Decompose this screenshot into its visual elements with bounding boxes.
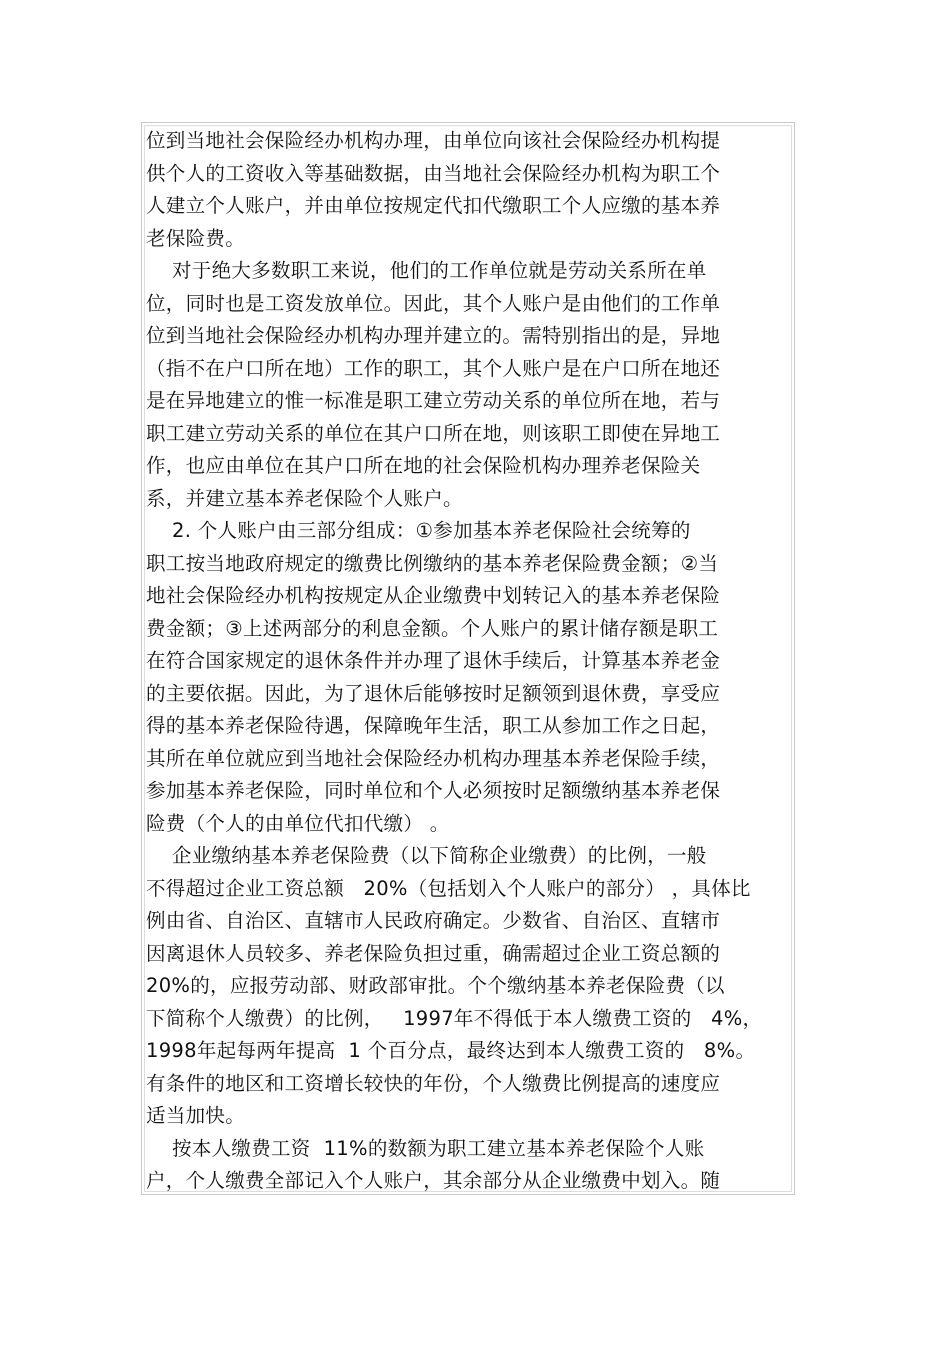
- text-line: 是在异地建立的惟一标准是职工建立劳动关系的单位所在地，若与: [146, 389, 721, 412]
- text-line: 例由省、自治区、直辖市人民政府确定。少数省、自治区、直辖市: [146, 909, 721, 932]
- text-line: 系，并建立基本养老保险个人账户。: [146, 486, 463, 510]
- text-line: 参加基本养老保险，同时单位和个人必须按时足额缴纳基本养老保: [146, 779, 721, 802]
- text-line: 下简称个人缴费）的比例， 1997年不得低于本人缴费工资的 4%，: [146, 1006, 763, 1030]
- text-line: 险费（个人的由单位代扣代缴） 。: [146, 811, 450, 835]
- text-line: （指不在户口所在地）工作的职工，其个人账户是在户口所在地还: [146, 356, 721, 380]
- text-line: 企业缴纳基本养老保险费（以下简称企业缴费）的比例，一般: [146, 844, 707, 867]
- document-body: [146, 125, 792, 1195]
- text-line: 20%的，应报劳动部、财政部审批。个个缴纳基本养老保险费（以: [146, 974, 725, 997]
- document-page-frame: [141, 122, 795, 1195]
- text-line: 老保险费。: [146, 226, 246, 250]
- text-line: 按本人缴费工资 11%的数额为职工建立基本养老保险个人账: [146, 1136, 705, 1160]
- text-line: 作，也应由单位在其户口所在地的社会保险机构办理养老保险关: [146, 454, 701, 477]
- text-line: 2. 个人账户由三部分组成：①参加基本养老保险社会统筹的: [146, 519, 691, 542]
- text-line: 人建立个人账户，并由单位按规定代扣代缴职工个人应缴的基本养: [146, 194, 721, 217]
- text-line: 因离退休人员较多、养老保险负担过重，确需超过企业工资总额的: [146, 941, 721, 965]
- text-line: 在符合国家规定的退休条件并办理了退休手续后，计算基本养老金: [146, 649, 721, 672]
- text-line: 供个人的工资收入等基础数据，由当地社会保险经办机构为职工个: [146, 161, 721, 185]
- text-line: 得的基本养老保险待遇，保障晚年生活，职工从参加工作之日起，: [146, 714, 721, 737]
- text-line: 费金额；③上述两部分的利息金额。个人账户的累计储存额是职工: [146, 616, 719, 640]
- text-line: 户，个人缴费全部记入个人账户，其余部分从企业缴费中划入。随: [146, 1169, 721, 1192]
- text-line: 适当加快。: [146, 1104, 246, 1127]
- text-line: 位到当地社会保险经办机构办理，由单位向该社会保险经办机构提: [146, 129, 721, 152]
- text-line: 不得超过企业工资总额 20%（包括划入个人账户的部分） ，具体比: [146, 876, 751, 900]
- text-line: 的主要依据。因此，为了退休后能够按时足额领到退休费，享受应: [146, 681, 721, 705]
- text-line: 1998年起每两年提高 1 个百分点，最终达到本人缴费工资的 8%。: [146, 1039, 756, 1062]
- text-line: 地社会保险经办机构按规定从企业缴费中划转记入的基本养老保险: [146, 584, 721, 607]
- text-line: 其所在单位就应到当地社会保险经办机构办理基本养老保险手续，: [146, 746, 721, 770]
- text-line: 职工建立劳动关系的单位在其户口所在地，则该职工即使在异地工: [146, 421, 721, 445]
- text-line: 有条件的地区和工资增长较快的年份，个人缴费比例提高的速度应: [146, 1071, 721, 1095]
- text-line: 对于绝大多数职工来说，他们的工作单位就是劳动关系所在单: [146, 259, 707, 282]
- text-line: 职工按当地政府规定的缴费比例缴纳的基本养老保险费金额；②当: [146, 551, 719, 575]
- text-line: 位，同时也是工资发放单位。因此，其个人账户是由他们的工作单: [146, 291, 721, 315]
- text-line: 位到当地社会保险经办机构办理并建立的。需特别指出的是，异地: [146, 324, 721, 347]
